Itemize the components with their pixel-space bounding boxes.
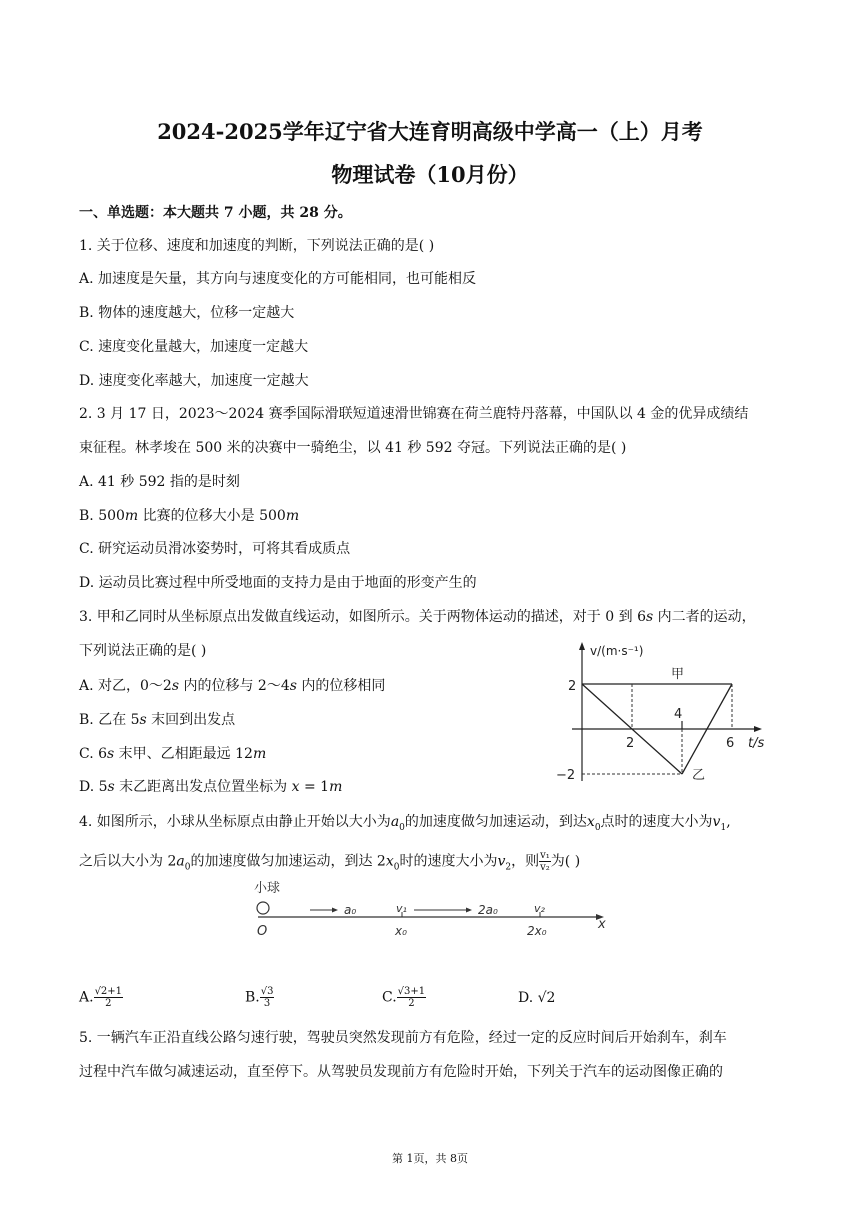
q3-b-text2: 末回到出发点 bbox=[146, 712, 236, 728]
q4-l2-x: x bbox=[385, 853, 394, 870]
q4-fig-x: x bbox=[598, 917, 606, 932]
q3-d-unit1: s bbox=[107, 779, 115, 795]
q4-l1-t2: 的加速度做匀加速运动，到达 bbox=[404, 814, 587, 830]
q3-option-b bbox=[79, 711, 235, 729]
q3-a-text3: 内的位移相同 bbox=[296, 678, 386, 694]
vt-ylabel: v/(m·s⁻¹) bbox=[590, 644, 644, 658]
q4-l2-v: v bbox=[497, 853, 506, 870]
q2-b-text2: 比赛的位移大小是 500 bbox=[138, 508, 286, 524]
q4-l2-t4: ，则 bbox=[511, 853, 540, 870]
vt-tick-t6: 6 bbox=[726, 736, 735, 751]
q3-stem-text1: 3. 甲和乙同时从坐标原点出发做直线运动，如图所示。关于两物体运动的描述，对于 0 到 6 bbox=[79, 609, 646, 625]
q4-motion-figure bbox=[248, 876, 618, 948]
q3-a-unit1: s bbox=[171, 678, 180, 694]
q3-d-text1: D. 5 bbox=[79, 779, 108, 795]
q3-option-a bbox=[79, 677, 385, 695]
q4-l2-a: a bbox=[176, 853, 185, 870]
vt-label-jia: 甲 bbox=[671, 667, 685, 682]
q4-fig-2a0: 2a₀ bbox=[478, 903, 498, 917]
q4-fig-O: O bbox=[257, 924, 268, 939]
q2-stem-line1: 2. 3 月 17 日，2023～2024 赛季国际滑联短道速滑世锦赛在荷兰鹿特丹落幕，中国队以 4 金的优异成绩结 bbox=[79, 406, 749, 422]
q4-ratio-den: v₂ bbox=[540, 862, 550, 873]
q4-option-b bbox=[245, 986, 274, 1009]
q4-l1-t3: 点时的速度大小为 bbox=[600, 814, 713, 830]
q4-b-num: √3 bbox=[260, 986, 274, 997]
q3-d-var: x bbox=[291, 779, 300, 795]
q1-option-c: C. 速度变化量越大，加速度一定越大 bbox=[79, 339, 309, 355]
q4-fig-arrow2-head bbox=[466, 908, 472, 913]
q2-stem-line2: 束征程。林孝埈在 500 米的决赛中一骑绝尘，以 41 秒 592 夺冠。下列说法正确的是( ) bbox=[79, 440, 627, 456]
q4-l1-x: x bbox=[586, 814, 595, 830]
q3-d-unit2: m bbox=[329, 779, 343, 795]
q4-a-fraction bbox=[94, 986, 123, 1009]
q4-b-label: B. bbox=[245, 989, 260, 1006]
q3-option-d bbox=[79, 778, 342, 796]
q1-option-a: A. 加速度是矢量，其方向与速度变化的方可能相同，也可能相反 bbox=[79, 271, 477, 287]
q4-c-num: √3+1 bbox=[397, 986, 426, 997]
page-footer: 第 1页，共 8页 bbox=[392, 1152, 468, 1165]
q3-d-text2: 末乙距离出发点位置坐标为 bbox=[114, 779, 292, 795]
q5-stem-line2: 过程中汽车做匀减速运动，直至停下。从驾驶员发现前方有危险时开始，下列关于汽车的运动图像正确的 bbox=[79, 1064, 723, 1080]
q3-b-text1: B. 乙在 5 bbox=[79, 712, 140, 728]
vt-tick-t2: 2 bbox=[626, 736, 635, 751]
q3-b-unit: s bbox=[139, 712, 147, 728]
q2-option-d: D. 运动员比赛过程中所受地面的支持力是由于地面的形变产生的 bbox=[79, 575, 477, 591]
q4-a-den: 2 bbox=[105, 998, 112, 1009]
q2-b-unit2: m bbox=[285, 508, 300, 524]
q3-stem-text2: 内二者的运动， bbox=[653, 609, 756, 625]
vt-xlabel: t/s bbox=[748, 736, 765, 751]
q3-c-text2: 末甲、乙相距最远 12 bbox=[114, 746, 253, 762]
q4-l1-v: v bbox=[712, 814, 721, 830]
vt-label-yi: 乙 bbox=[692, 768, 706, 783]
q5-stem-line1: 5. 一辆汽车正沿直线公路匀速行驶，驾驶员突然发现前方有危险，经过一定的反应时间后开始刹车，刹车 bbox=[79, 1030, 727, 1046]
q3-stem-line1 bbox=[79, 608, 756, 626]
q2-option-a: A. 41 秒 592 指的是时刻 bbox=[79, 474, 240, 490]
q3-stem-line2: 下列说法正确的是( ) bbox=[79, 643, 207, 659]
q4-fig-a0: a₀ bbox=[344, 903, 357, 917]
q3-a-unit2: s bbox=[289, 678, 297, 694]
q3-d-text3: = 1 bbox=[299, 779, 330, 795]
section-heading: 一、单选题：本大题共 7 小题，共 28 分。 bbox=[79, 205, 352, 221]
q4-l2-t3: 时的速度大小为 bbox=[399, 853, 498, 870]
q4-fig-2x0: 2x₀ bbox=[527, 924, 547, 938]
q4-fig-v2: v₂ bbox=[534, 902, 545, 915]
q3-c-text1: C. 6 bbox=[79, 746, 108, 762]
q4-fig-arrow1-head bbox=[332, 908, 338, 913]
q4-option-c bbox=[382, 986, 426, 1009]
q4-option-d: D. √2 bbox=[518, 990, 556, 1006]
q3-stem-unit: s bbox=[645, 609, 654, 625]
vt-y-arrow bbox=[579, 642, 585, 650]
vt-x-arrow bbox=[754, 726, 762, 732]
q4-l1-t1: 4. 如图所示，小球从坐标原点由静止开始以大小为 bbox=[79, 814, 391, 830]
q4-fig-x0: x₀ bbox=[395, 924, 407, 938]
q4-a-num: √2+1 bbox=[94, 986, 123, 997]
q2-b-unit1: m bbox=[124, 508, 139, 524]
q3-a-text1: A. 对乙，0～2 bbox=[79, 678, 172, 694]
exam-title-line2: 物理试卷（10月份） bbox=[331, 162, 529, 187]
q4-l2-t1: 之后以大小为 2 bbox=[79, 853, 177, 870]
q4-c-label: C. bbox=[382, 989, 397, 1006]
q4-option-a bbox=[79, 986, 123, 1009]
q4-c-fraction bbox=[397, 986, 426, 1009]
vt-tick-v2: 2 bbox=[568, 679, 577, 694]
q4-l1-a: a bbox=[390, 814, 400, 830]
q4-l2-t2: 的加速度做匀加速运动，到达 2 bbox=[190, 853, 386, 870]
q2-option-b bbox=[79, 507, 299, 525]
q4-stem-line1: 4. 如图所示，小球从坐标原点由静止开始以大小为$a_0$的加速度做匀加速运动，到达$x_0$点时的速度大小为$v_1$, bbox=[79, 814, 731, 833]
q4-b-fraction bbox=[260, 986, 275, 1009]
q4-c-den: 2 bbox=[408, 998, 415, 1009]
q2-option-c: C. 研究运动员滑冰姿势时，可将其看成质点 bbox=[79, 541, 351, 557]
vt-tick-vneg2: −2 bbox=[556, 768, 576, 783]
q4-ratio-fraction bbox=[539, 850, 551, 873]
q3-a-text2: 内的位移与 2～4 bbox=[179, 678, 290, 694]
q3-c-unit2: m bbox=[252, 746, 267, 762]
q3-option-c bbox=[79, 745, 266, 763]
q1-option-d: D. 速度变化率越大，加速度一定越大 bbox=[79, 373, 309, 389]
q4-fig-ball-label: 小球 bbox=[254, 881, 281, 896]
q1-stem: 1. 关于位移、速度和加速度的判断，下列说法正确的是( ) bbox=[79, 238, 435, 254]
q3-vt-graph bbox=[548, 636, 778, 786]
exam-title-line1: 2024-2025学年辽宁省大连育明高级中学高一（上）月考 bbox=[157, 119, 703, 144]
q3-c-unit1: s bbox=[107, 746, 115, 762]
q1-option-b: B. 物体的速度越大，位移一定越大 bbox=[79, 305, 295, 321]
q4-l2-t5: 为( ) bbox=[550, 853, 581, 870]
q4-fig-v1: v₁ bbox=[396, 902, 407, 915]
q4-b-den: 3 bbox=[263, 998, 271, 1009]
q4-a-label: A. bbox=[79, 989, 94, 1006]
q4-fig-ball bbox=[257, 902, 269, 914]
vt-tick-t4-label: 4 bbox=[674, 707, 683, 722]
q4-stem-line2: 之后以大小为 $2a_0$的加速度做匀加速运动，到达 $2x_0$时的速度大小为$v_2$，则 $\frac{\text{v₁}}{\text{v₂}}$ 为( ) bbox=[79, 850, 581, 873]
q2-b-text1: B. 500 bbox=[79, 508, 125, 524]
q4-ratio-num: v₁ bbox=[540, 850, 550, 861]
